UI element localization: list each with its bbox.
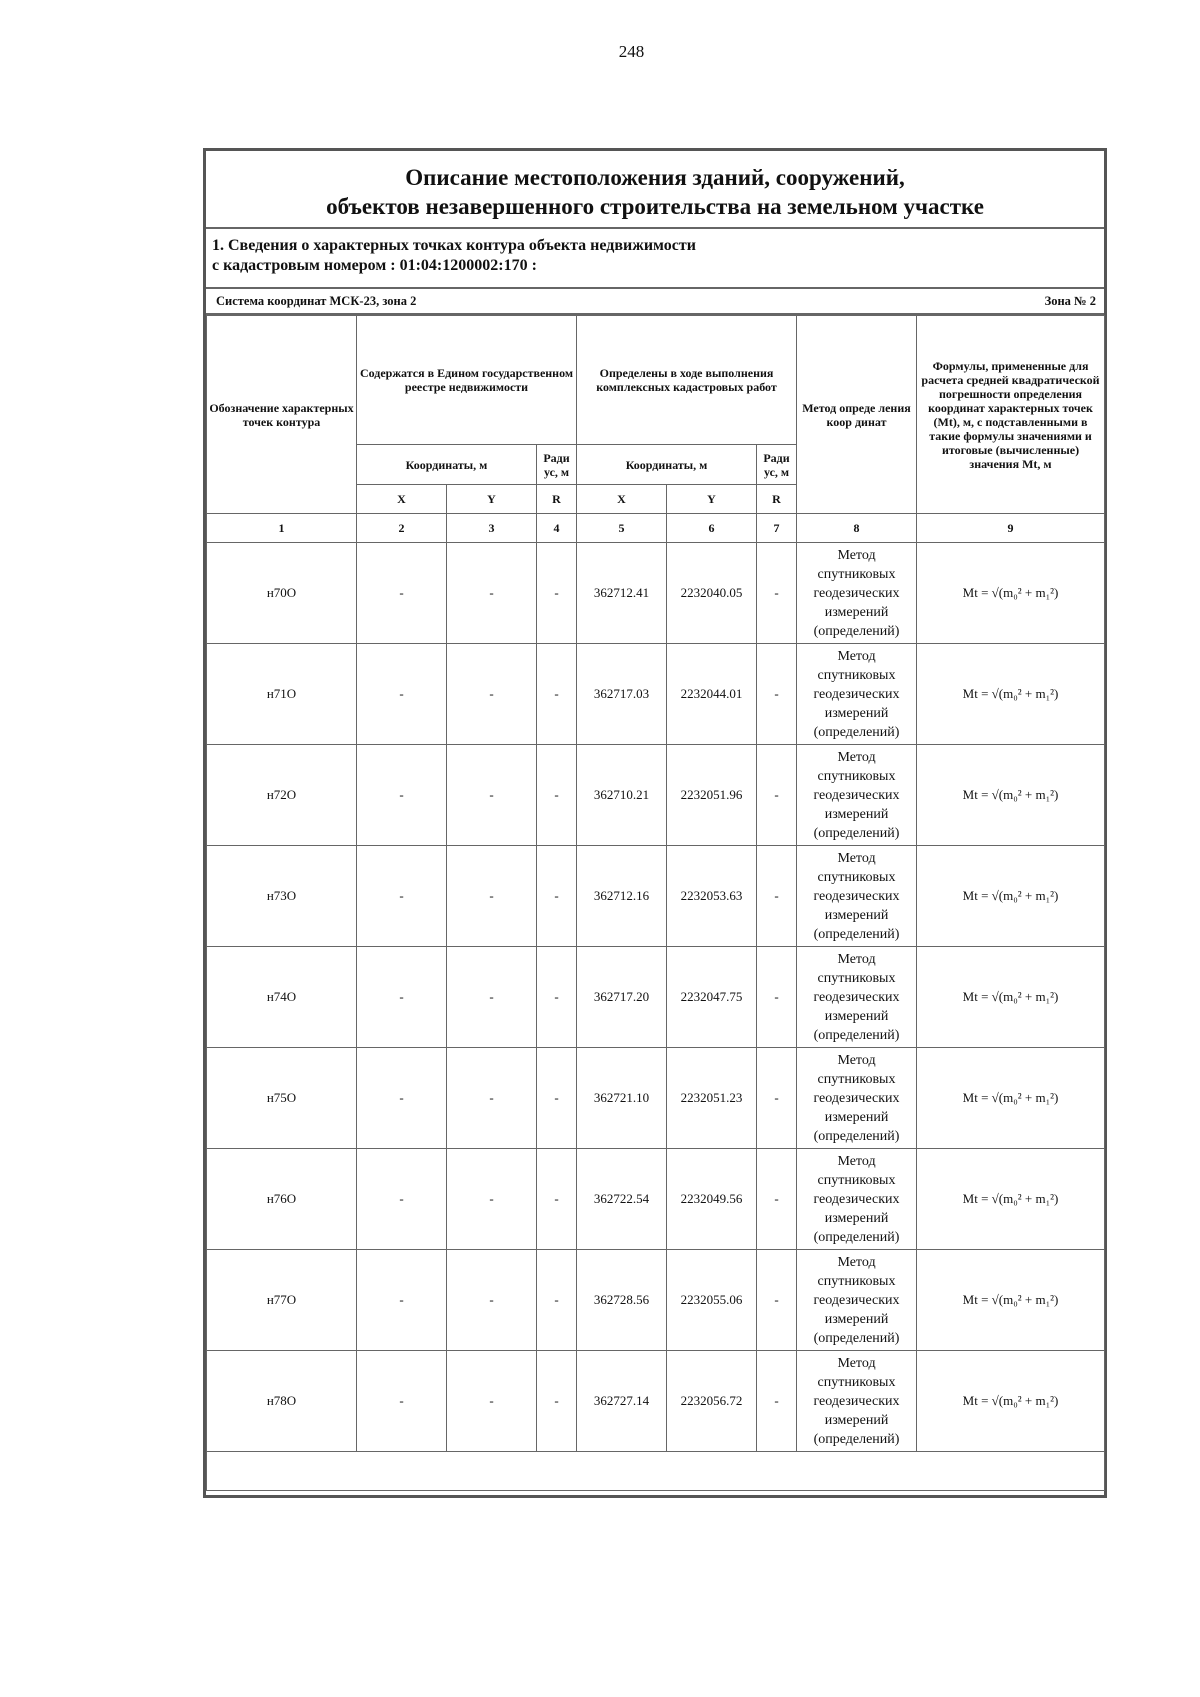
method-cell: Метод спутниковых геодезических измерений (определений) bbox=[797, 1351, 917, 1452]
page-number: 248 bbox=[618, 42, 645, 61]
coordinate-system-row bbox=[206, 289, 1104, 315]
determined-y-cell: 2232049.56 bbox=[667, 1149, 757, 1250]
egrn-x-cell: - bbox=[357, 1250, 447, 1351]
egrn-y-cell: - bbox=[447, 1250, 537, 1351]
determined-y-cell: 2232051.96 bbox=[667, 745, 757, 846]
egrn-r-cell: - bbox=[537, 1048, 577, 1149]
column-number: 5 bbox=[577, 514, 667, 543]
determined-x-cell: 362717.20 bbox=[577, 947, 667, 1048]
determined-y-cell: 2232051.23 bbox=[667, 1048, 757, 1149]
egrn-x-cell: - bbox=[357, 846, 447, 947]
egrn-y-cell: - bbox=[447, 846, 537, 947]
egrn-r-cell: - bbox=[537, 846, 577, 947]
header-method: Метод опреде ления коор динат bbox=[797, 316, 917, 514]
header-determined-x: X bbox=[577, 485, 667, 514]
header-formula: Формулы, примененные для расчета средней квадратической погрешности определения координат характерных точек (Mt), м, с подставленными в такие формулы значениями и итоговые (вычисленные) значения Mt, м bbox=[917, 316, 1105, 514]
determined-r-cell: - bbox=[757, 1149, 797, 1250]
formula-cell: Mt = √(m₀² + m₁²) bbox=[917, 1250, 1105, 1351]
point-name-cell: н71О bbox=[207, 644, 357, 745]
table-row bbox=[207, 644, 1105, 745]
egrn-x-cell: - bbox=[357, 745, 447, 846]
determined-x-cell: 362712.16 bbox=[577, 846, 667, 947]
determined-y-cell: 2232044.01 bbox=[667, 644, 757, 745]
egrn-r-cell: - bbox=[537, 1250, 577, 1351]
table-row bbox=[207, 846, 1105, 947]
header-determined-radius: Ради ус, м bbox=[757, 445, 797, 485]
egrn-y-cell: - bbox=[447, 745, 537, 846]
egrn-r-cell: - bbox=[537, 543, 577, 644]
egrn-y-cell: - bbox=[447, 947, 537, 1048]
formula-cell: Mt = √(m₀² + m₁²) bbox=[917, 543, 1105, 644]
determined-r-cell: - bbox=[757, 745, 797, 846]
table-row bbox=[207, 543, 1105, 644]
formula-cell: Mt = √(m₀² + m₁²) bbox=[917, 1048, 1105, 1149]
column-number: 8 bbox=[797, 514, 917, 543]
point-name-cell: н78О bbox=[207, 1351, 357, 1452]
formula-cell: Mt = √(m₀² + m₁²) bbox=[917, 947, 1105, 1048]
egrn-y-cell: - bbox=[447, 644, 537, 745]
zone-label: Зона № 2 bbox=[1044, 294, 1096, 308]
egrn-x-cell: - bbox=[357, 543, 447, 644]
column-number: 2 bbox=[357, 514, 447, 543]
egrn-y-cell: - bbox=[447, 1351, 537, 1452]
egrn-r-cell: - bbox=[537, 745, 577, 846]
section-heading bbox=[206, 229, 1104, 289]
header-egrn-r: R bbox=[537, 485, 577, 514]
point-name-cell: н76О bbox=[207, 1149, 357, 1250]
characteristic-points-table bbox=[206, 315, 1105, 1491]
method-cell: Метод спутниковых геодезических измерений (определений) bbox=[797, 1250, 917, 1351]
formula-cell: Mt = √(m₀² + m₁²) bbox=[917, 644, 1105, 745]
method-cell: Метод спутниковых геодезических измерений (определений) bbox=[797, 745, 917, 846]
determined-r-cell: - bbox=[757, 644, 797, 745]
egrn-x-cell: - bbox=[357, 1048, 447, 1149]
header-determined-y: Y bbox=[667, 485, 757, 514]
method-cell: Метод спутниковых геодезических измерений (определений) bbox=[797, 543, 917, 644]
table-row bbox=[207, 1048, 1105, 1149]
column-number: 1 bbox=[207, 514, 357, 543]
point-name-cell: н75О bbox=[207, 1048, 357, 1149]
header-egrn: Содержатся в Едином государственном реестре недвижимости bbox=[357, 316, 577, 445]
method-cell: Метод спутниковых геодезических измерений (определений) bbox=[797, 644, 917, 745]
formula-cell: Mt = √(m₀² + m₁²) bbox=[917, 1149, 1105, 1250]
determined-y-cell: 2232055.06 bbox=[667, 1250, 757, 1351]
determined-y-cell: 2232040.05 bbox=[667, 543, 757, 644]
egrn-x-cell: - bbox=[357, 947, 447, 1048]
method-cell: Метод спутниковых геодезических измерений (определений) bbox=[797, 1149, 917, 1250]
coordinate-system-label: Система координат МСК-23, зона 2 bbox=[216, 294, 417, 308]
determined-x-cell: 362728.56 bbox=[577, 1250, 667, 1351]
section-heading-line-2: с кадастровым номером : 01:04:1200002:170 : bbox=[212, 257, 537, 274]
table-row bbox=[207, 1351, 1105, 1452]
table-row bbox=[207, 947, 1105, 1048]
determined-y-cell: 2232056.72 bbox=[667, 1351, 757, 1452]
column-number: 6 bbox=[667, 514, 757, 543]
determined-x-cell: 362722.54 bbox=[577, 1149, 667, 1250]
column-number: 3 bbox=[447, 514, 537, 543]
empty-table-row bbox=[207, 1452, 1105, 1491]
section-heading-line-1: 1. Сведения о характерных точках контура объекта недвижимости bbox=[212, 237, 696, 254]
egrn-r-cell: - bbox=[537, 1149, 577, 1250]
formula-cell: Mt = √(m₀² + m₁²) bbox=[917, 846, 1105, 947]
column-number: 7 bbox=[757, 514, 797, 543]
header-egrn-radius: Ради ус, м bbox=[537, 445, 577, 485]
egrn-y-cell: - bbox=[447, 1149, 537, 1250]
form-title-line-1: Описание местоположения зданий, сооружений, bbox=[405, 165, 905, 190]
point-name-cell: н74О bbox=[207, 947, 357, 1048]
header-egrn-x: X bbox=[357, 485, 447, 514]
form-title bbox=[206, 151, 1104, 229]
form-title-line-2: объектов незавершенного строительства на земельном участке bbox=[326, 194, 984, 219]
formula-cell: Mt = √(m₀² + m₁²) bbox=[917, 745, 1105, 846]
header-determined-r: R bbox=[757, 485, 797, 514]
point-name-cell: н73О bbox=[207, 846, 357, 947]
egrn-y-cell: - bbox=[447, 543, 537, 644]
determined-r-cell: - bbox=[757, 947, 797, 1048]
determined-y-cell: 2232053.63 bbox=[667, 846, 757, 947]
method-cell: Метод спутниковых геодезических измерений (определений) bbox=[797, 846, 917, 947]
header-egrn-y: Y bbox=[447, 485, 537, 514]
determined-x-cell: 362710.21 bbox=[577, 745, 667, 846]
determined-r-cell: - bbox=[757, 1250, 797, 1351]
determined-x-cell: 362717.03 bbox=[577, 644, 667, 745]
table-row bbox=[207, 1250, 1105, 1351]
table-row bbox=[207, 1149, 1105, 1250]
header-point-designation: Обозначение характерных точек контура bbox=[207, 316, 357, 514]
determined-x-cell: 362712.41 bbox=[577, 543, 667, 644]
method-cell: Метод спутниковых геодезических измерений (определений) bbox=[797, 1048, 917, 1149]
point-name-cell: н70О bbox=[207, 543, 357, 644]
egrn-r-cell: - bbox=[537, 947, 577, 1048]
column-number: 9 bbox=[917, 514, 1105, 543]
table-row bbox=[207, 745, 1105, 846]
point-name-cell: н77О bbox=[207, 1250, 357, 1351]
formula-cell: Mt = √(m₀² + m₁²) bbox=[917, 1351, 1105, 1452]
egrn-y-cell: - bbox=[447, 1048, 537, 1149]
header-determined-coords: Координаты, м bbox=[577, 445, 757, 485]
determined-r-cell: - bbox=[757, 1048, 797, 1149]
header-egrn-coords: Координаты, м bbox=[357, 445, 537, 485]
location-description-form bbox=[203, 148, 1107, 1498]
determined-r-cell: - bbox=[757, 846, 797, 947]
determined-r-cell: - bbox=[757, 1351, 797, 1452]
determined-x-cell: 362727.14 bbox=[577, 1351, 667, 1452]
egrn-x-cell: - bbox=[357, 644, 447, 745]
determined-y-cell: 2232047.75 bbox=[667, 947, 757, 1048]
egrn-r-cell: - bbox=[537, 1351, 577, 1452]
empty-cell bbox=[207, 1452, 1105, 1491]
egrn-x-cell: - bbox=[357, 1149, 447, 1250]
egrn-r-cell: - bbox=[537, 644, 577, 745]
determined-x-cell: 362721.10 bbox=[577, 1048, 667, 1149]
header-determined: Определены в ходе выполнения комплексных кадастровых работ bbox=[577, 316, 797, 445]
column-number-row bbox=[207, 514, 1105, 543]
point-name-cell: н72О bbox=[207, 745, 357, 846]
determined-r-cell: - bbox=[757, 543, 797, 644]
column-number: 4 bbox=[537, 514, 577, 543]
egrn-x-cell: - bbox=[357, 1351, 447, 1452]
method-cell: Метод спутниковых геодезических измерений (определений) bbox=[797, 947, 917, 1048]
